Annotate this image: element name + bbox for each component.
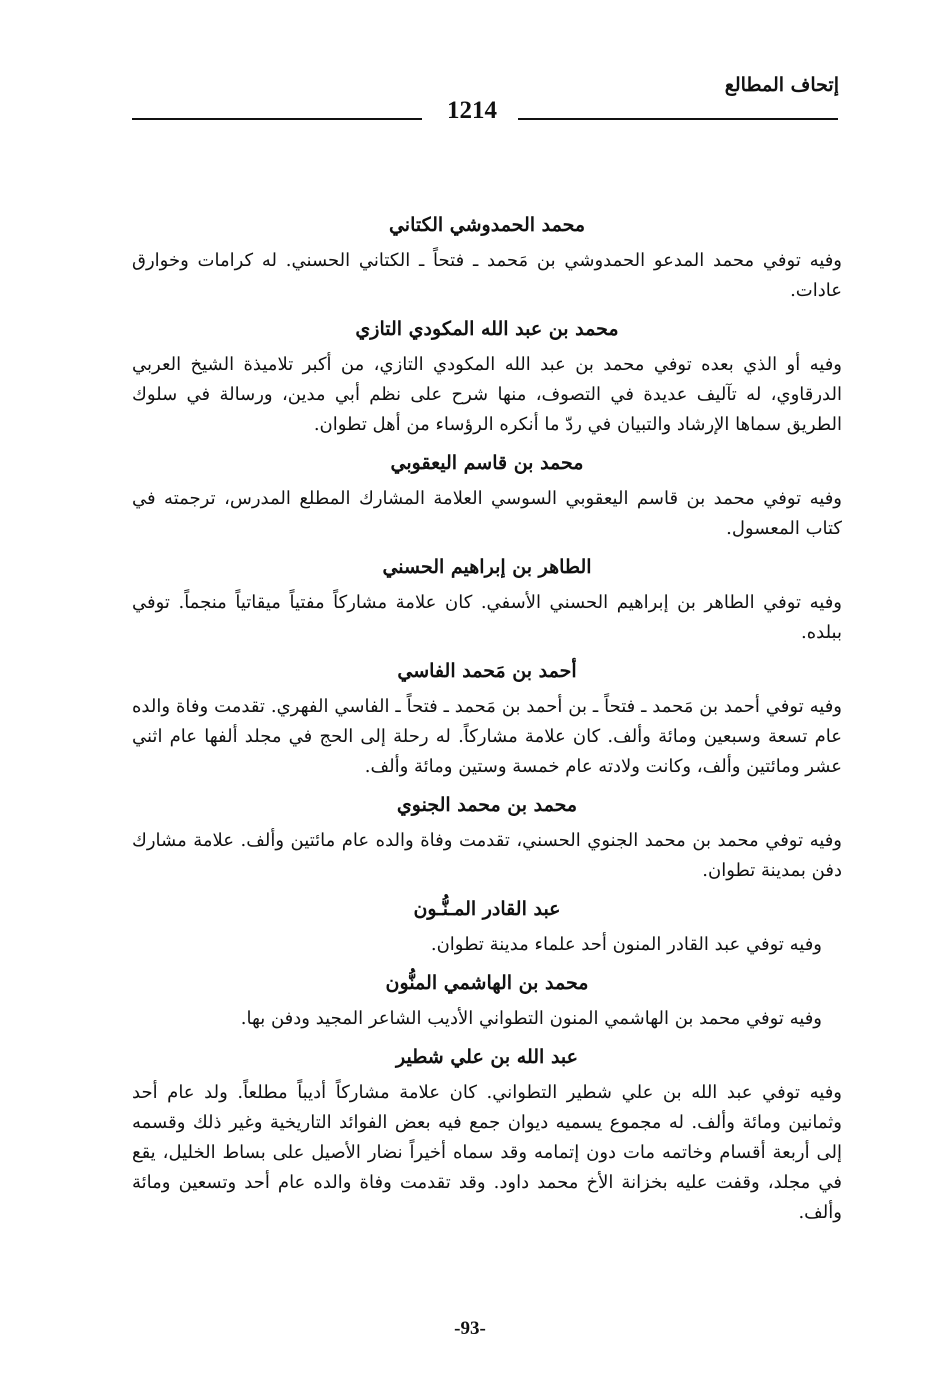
entry-title: الطاهر بن إبراهيم الحسني (382, 556, 592, 578)
entry-body: وفيه توفي محمد بن الهاشمي المنون التطواني الأديب الشاعر المجيد ودفن بها. (240, 1008, 822, 1029)
entry-body: وفيه توفي محمد بن محمد الجنوي الحسني، تقدمت وفاة والده عام مائتين وألف. علامة مشارك دفن بمدينة تطوان. (132, 830, 843, 881)
entry-body: وفيه توفي محمد المدعو الحمدوشي بن مَحمد ـ فتحاً ـ الكتاني الحسني. له كرامات وخوارق عادات. (132, 250, 842, 301)
entry-title: عبد القادر المـنُّـون (413, 898, 561, 920)
header-rule-left (132, 118, 422, 120)
entry-6 (132, 892, 842, 960)
entry-body: وفيه توفي عبد القادر المنون أحد علماء مدينة تطوان. (430, 934, 822, 955)
entry-title: أحمد بن مَحمد الفاسي (397, 660, 577, 682)
entry-title: محمد الحمدوشي الكتاني (388, 214, 586, 236)
entry-title: محمد بن الهاشمي المنُّون (385, 972, 589, 994)
entry-7 (132, 966, 842, 1034)
entry-body: وفيه توفي الطاهر بن إبراهيم الحسني الأسفي. كان علامة مشاركاً مفتياً ميقاتياً منجماً. توفي ببلده. (132, 592, 842, 643)
header-rule-right (518, 118, 838, 120)
entry-3 (132, 550, 842, 648)
entry-1 (132, 312, 842, 440)
entry-body: وفيه توفي محمد بن قاسم اليعقوبي السوسي العلامة المشارك المطلع المدرس، ترجمته في كتاب المعسول. (132, 488, 842, 539)
entry-8 (132, 1040, 842, 1228)
entry-title: محمد بن قاسم اليعقوبي (390, 452, 584, 474)
entry-title: محمد بن محمد الجنوي (396, 794, 578, 816)
entry-title: محمد بن عبد الله المكودي التازي (355, 318, 619, 340)
entry-body: وفيه أو الذي بعده توفي محمد بن عبد الله المكودي التازي، من أكبر تلاميذة الشيخ العربي الدرقاوي، له تآليف عديدة في التصوف، منها شرح على نظم أبي مدين، ورسالة في سلوك الطريق سماها الإرشاد والتبيان في ردّ ما أنكره الرؤساء من أهل تطوان. (132, 354, 842, 435)
entry-0 (132, 208, 842, 306)
running-header-book-title: إتحاف المطالع (724, 74, 839, 96)
entry-body: وفيه توفي عبد الله بن علي شطير التطواني. كان علامة مشاركاً أديباً مطلعاً. ولد عام أحد وثمانين ومائة وألف. له مجموع يسميه ديوان جمع فيه بعض الفوائد التاريخية وغير ذلك وقسمه إلى أربعة أقسام وخاتمه مات دون إتمامه وقد سماه أخيراً نضار الأصيل على بساط الخليل، يقع في مجلد، وقفت عليه بخزانة الأخ محمد داود. وقد تقدمت وفاة والده عام أحد وتسعين ومائة وألف. (132, 1082, 842, 1223)
entry-body: وفيه توفي أحمد بن مَحمد ـ فتحاً ـ بن أحمد بن مَحمد ـ فتحاً ـ الفاسي الفهري. تقدمت وفاة والده عام تسعة وسبعين ومائة وألف. كان علامة مشاركاً. له رحلة إلى الحج في مجلد ألفها عام اثني عشر ومائتين وألف، وكانت ولادته عام خمسة وستين ومائة وألف. (132, 696, 842, 777)
page-number: 1214 (447, 97, 497, 124)
footer-page-marker: -93- (454, 1318, 486, 1339)
biography-entries (132, 206, 842, 1234)
entry-5 (132, 788, 842, 886)
entry-title: عبد الله بن علي شطير (396, 1046, 578, 1068)
entry-2 (132, 446, 842, 544)
entry-4 (132, 654, 842, 782)
